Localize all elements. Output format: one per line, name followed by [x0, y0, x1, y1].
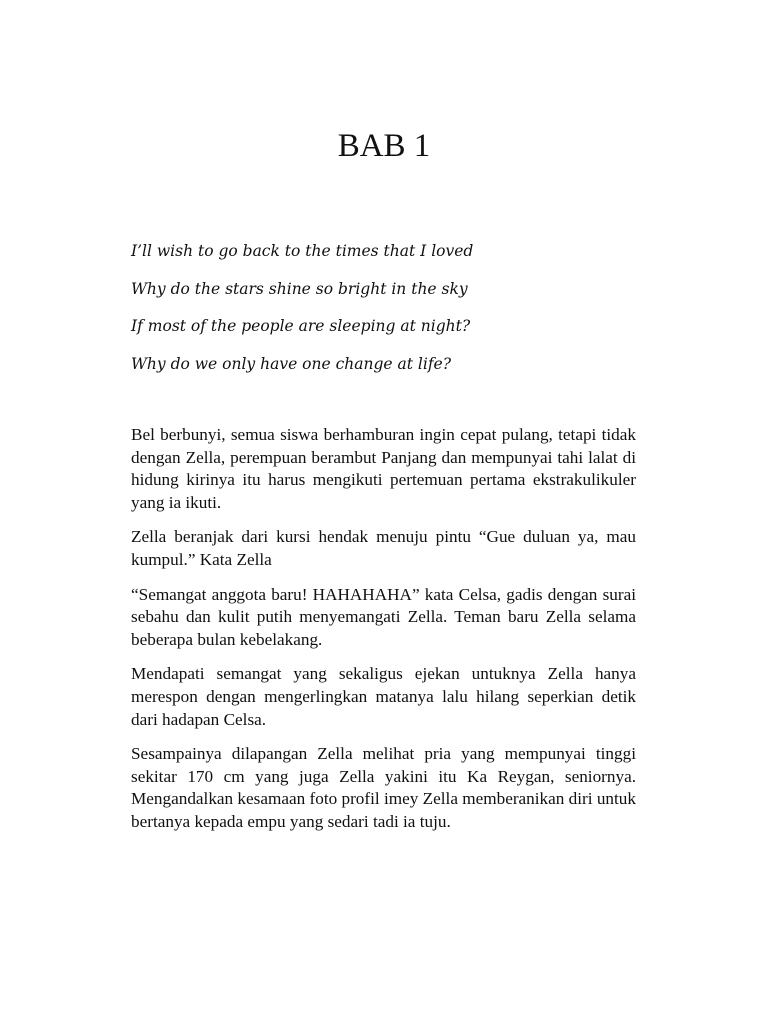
paragraph: Bel berbunyi, semua siswa berhamburan ingin cepat pulang, tetapi tidak dengan Zella, perempuan berambut Panjang dan mempunyai tahi lalat di hidung kirinya itu harus mengikuti pertemuan pertama ekstrakulikuler yang ia ikuti. — [131, 425, 636, 512]
poem-line: Why do the stars shine so bright in the sky — [131, 279, 468, 298]
poem-block — [131, 233, 651, 383]
paragraph: Zella beranjak dari kursi hendak menuju pintu “Gue duluan ya, mau kumpul.” Kata Zella — [131, 527, 636, 569]
poem-line: Why do we only have one change at life? — [131, 354, 452, 373]
poem-line: If most of the people are sleeping at night? — [131, 317, 471, 335]
poem-line: I’ll wish to go back to the times that I loved — [131, 242, 474, 260]
story-body — [131, 424, 636, 846]
paragraph: Mendapati semangat yang sekaligus ejekan untuknya Zella hanya merespon dengan mengerlingkan matanya lalu hilang seperkian detik dari hadapan Celsa. — [131, 664, 636, 729]
chapter-title: BAB 1 — [337, 128, 431, 164]
paragraph: Sesampainya dilapangan Zella melihat pria yang mempunyai tinggi sekitar 170 cm yang juga Zella yakini itu Ka Reygan, seniornya. Mengandalkan kesamaan foto profil imey Zella memberanikan diri untuk bertanya kepada empu yang sedari tadi ia tuju. — [131, 744, 636, 831]
paragraph: “Semangat anggota baru! HAHAHAHA” kata Celsa, gadis dengan surai sebahu dan kulit putih menyemangati Zella. Teman baru Zella selama beberapa bulan kebelakang. — [131, 584, 636, 649]
